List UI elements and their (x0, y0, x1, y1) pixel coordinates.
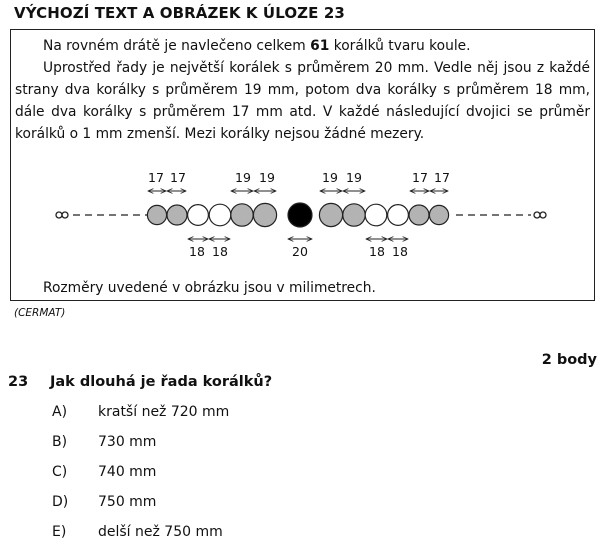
dim-label: 19 (322, 170, 338, 185)
option-letter: A) (52, 404, 68, 420)
option-letter: C) (52, 464, 68, 480)
bead-20-center (288, 203, 312, 227)
bead-19-right-outer (343, 204, 365, 226)
bead-18-right-outer (388, 205, 409, 226)
wire-end-left (56, 212, 68, 218)
bead-19-right-inner (319, 203, 342, 226)
beads (147, 203, 448, 227)
bead-19-left-outer (231, 204, 253, 226)
bead-18-left-outer (188, 205, 209, 226)
beads-figure (11, 168, 594, 278)
intro-text (15, 35, 590, 145)
dim-label: 19 (259, 170, 275, 185)
bead-17-right-outer (429, 205, 448, 224)
source-credit: (CERMAT) (14, 307, 66, 319)
option-c[interactable] (52, 464, 156, 480)
option-text: 730 mm (98, 434, 157, 450)
dim-label: 18 (369, 244, 385, 259)
dim-label: 18 (392, 244, 408, 259)
option-b[interactable] (52, 434, 156, 450)
wire-end-right (534, 212, 546, 218)
question-text: Jak dlouhá je řada korálků? (50, 374, 273, 390)
bead-18-left-inner (209, 204, 231, 226)
bead-18-right-inner (365, 204, 387, 226)
points-label: 2 body (541, 352, 597, 368)
option-letter: D) (52, 494, 69, 510)
source-text-box (10, 29, 595, 301)
bead-17-left-inner (167, 205, 187, 225)
option-text: 740 mm (98, 464, 157, 480)
intro-p1-after: korálků tvaru koule. (329, 38, 471, 54)
dim-label: 17 (170, 170, 186, 185)
dim-label: 20 (292, 244, 308, 259)
bead-17-right-inner (409, 205, 429, 225)
dim-label: 17 (434, 170, 450, 185)
question-number: 23 (8, 374, 29, 390)
bead-count: 61 (310, 38, 330, 54)
option-text: delší než 750 mm (98, 524, 223, 540)
bead-17-left-outer (147, 205, 166, 224)
option-letter: B) (52, 434, 68, 450)
option-a[interactable] (52, 404, 229, 420)
dim-label: 17 (412, 170, 428, 185)
option-letter: E) (52, 524, 67, 540)
option-e[interactable] (52, 524, 223, 540)
option-text: 750 mm (98, 494, 157, 510)
dim-label: 18 (189, 244, 205, 259)
units-note: Rozměry uvedené v obrázku jsou v milimetrech. (43, 280, 376, 296)
section-heading: VÝCHOZÍ TEXT A OBRÁZEK K ÚLOZE 23 (14, 4, 345, 22)
intro-paragraph-2: Uprostřed řady je největší korálek s průměrem 20 mm. Vedle něj jsou z každé strany dva korálky s průměrem 19 mm, potom dva korálky s průměrem 18 mm, dále dva korálky s průměrem 17 mm atd. V každé následující dvojici se průměr korálků o 1 mm zmenší. Mezi korálky nejsou žádné mezery. (15, 60, 590, 142)
intro-paragraph-1 (15, 35, 590, 57)
dim-label: 19 (235, 170, 251, 185)
dim-label: 19 (346, 170, 362, 185)
option-text: kratší než 720 mm (98, 404, 230, 420)
dim-label: 17 (148, 170, 164, 185)
bead-19-left-inner (253, 203, 276, 226)
dim-label: 18 (212, 244, 228, 259)
intro-p1-before: Na rovném drátě je navlečeno celkem (43, 38, 311, 54)
option-d[interactable] (52, 494, 156, 510)
